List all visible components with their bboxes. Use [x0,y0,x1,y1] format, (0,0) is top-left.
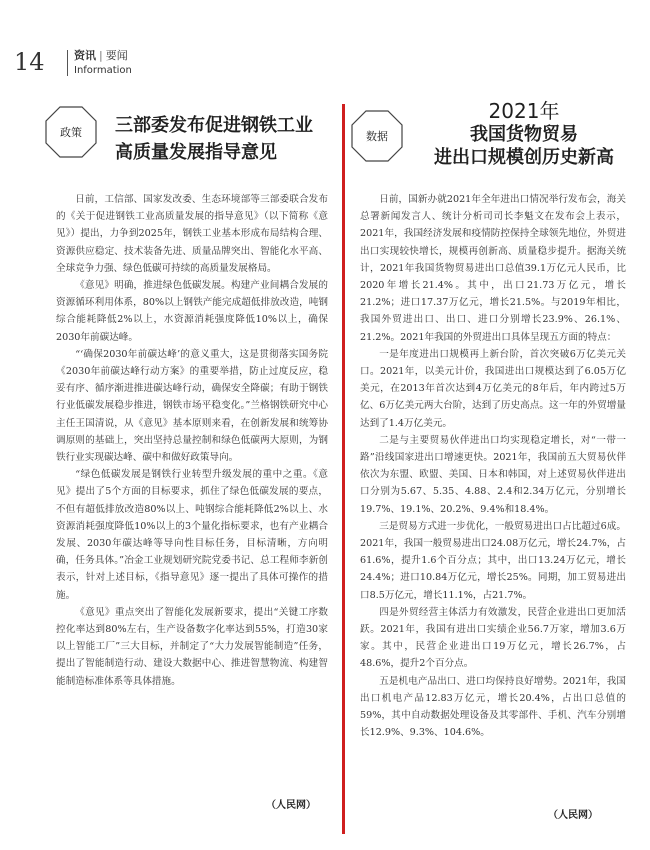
right-title-line-3: 进出口规模创历史新高 [434,147,614,168]
data-badge-label: 数据 [366,130,388,143]
header-divider [67,50,68,76]
column-divider [342,104,345,834]
left-title-line-2: 高质量发展指导意见 [115,142,277,163]
right-article-body [360,191,626,742]
paragraph: 二是与主要贸易伙伴进出口均实现稳定增长，对“一带一路”沿线国家进出口增速更快。2021年，我国前五大贸易伙伴依次为东盟、欧盟、美国、日本和韩国，对上述贸易伙伴进出口分别为5.67、5.35、4.88、2.4和2.34万亿元，分别增长19.7%、19.1%、20.2%、9.4%和18.4%。 [360,434,626,515]
paragraph: “绿色低碳发展是钢铁行业转型升级发展的重中之重。《意见》提出了5个方面的目标要求，抓住了绿色低碳发展的要点，不但有超低排放改造80%以上、吨钢综合能耗降低2%以上、水资源消耗强度降低10%以上的3个量化指标要求，也有产业耦合发展、2030年碳达峰等导向性目标任务，目标清晰，方向明确，任务具体。”冶金工业规划研究院党委书记、总工程师李新创表示，针对上述目标，《指导意见》逐一提出了具体可操作的措施。 [56,469,328,601]
right-title-line-2: 我国货物贸易 [470,124,578,145]
policy-badge [44,105,98,159]
category-label: 资讯 [74,49,96,62]
paragraph: 《意见》明确，推进绿色低碳发展。构建产业间耦合发展的资源循环利用体系，80%以上钢铁产能完成超低排放改造，吨钢综合能耗降低2%以上，水资源消耗强度降低10%以上，确保2030年前碳达峰。 [56,280,328,343]
category-label-en: Information [74,65,132,76]
category-separator: | [99,49,103,62]
paragraph: 日前，国新办就2021年全年进出口情况举行发布会，海关总署新闻发言人、统计分析司司长李魁文在发布会上表示，2021年，我国经济发展和疫情防控保持全球领先地位，外贸进出口实现较快增长，规模再创新高、质量稳步提升。据海关统计，2021年我国货物贸易进出口总值39.1万亿元人民币，比2020年增长21.4%。其中，出口21.73万亿元，增长21.2%；进口17.37万亿元，增长21.5%。与2019年相比，我国外贸进出口、出口、进口分别增长23.9%、26.1%、21.2%。2021年我国的外贸进出口具体呈现五方面的特点： [360,194,626,343]
paragraph: “‘确保2030年前碳达峰’的意义重大，这是贯彻落实国务院《2030年前碳达峰行动方案》的重要举措，防止过度反应，稳妥有序、循序渐进推进碳达峰行动，确保安全降碳；有助于钢铁行业低碳发展稳步推进，钢铁市场平稳变化。”兰格钢铁研究中心主任王国清说，从《意见》基本原则来看，在创新发展和统筹协调原则的基础上，突出坚持总量控制和绿色低碳两大原则，为钢铁行业实现碳达峰、碳中和做好政策导向。 [56,348,328,464]
page-number: 14 [14,48,45,76]
right-article-source: （人民网） [548,810,598,821]
left-article-source: （人民网） [266,800,316,811]
left-title-line-1: 三部委发布促进钢铁工业 [115,115,313,136]
paragraph: 一是年度进出口规模再上新台阶，首次突破6万亿美元关口。2021年，以美元计价，我国进出口规模达到了6.05万亿美元，在2013年首次达到4万亿美元的8年后，年内跨过5万亿、6万亿美元两大台阶，达到了历史高点。这一年的外贸增量达到了1.4万亿美元。 [360,348,626,429]
left-article-title [115,112,340,166]
right-article-title [408,100,640,169]
data-badge [350,109,404,163]
paragraph: 日前，工信部、国家发改委、生态环境部等三部委联合发布的《关于促进钢铁工业高质量发展的指导意见》（以下简称《意见》）提出，力争到2025年，钢铁工业基本形成布局结构合理、资源供应稳定、技术装备先进、质量品牌突出、智能化水平高、全球竞争力强、绿色低碳可持续的高质量发展格局。 [56,194,328,274]
subcategory-label: 要闻 [105,49,128,62]
policy-badge-label: 政策 [60,126,82,139]
section-label [74,50,128,62]
paragraph: 《意见》重点突出了智能化发展新要求，提出“关键工序数控化率达到80%左右，生产设备数字化率达到55%，打造30家以上智能工厂”三大目标，并制定了“大力发展智能制造”任务，提出了智能制造行动、建设大数据中心、推进智慧物流、构建智能制造标准体系等具体措施。 [56,606,328,687]
paragraph: 五是机电产品出口、进口均保持良好增势。2021年，我国出口机电产品12.83万亿元，增长20.4%，占出口总值的59%，其中自动数据处理设备及其零部件、手机、汽车分别增长12.9%、9.3%、104.6%。 [360,675,626,739]
left-article-body [56,191,328,690]
right-title-line-1: 2021年 [488,99,560,123]
paragraph: 四是外贸经营主体活力有效激发，民营企业进出口更加活跃。2021年，我国有进出口实绩企业56.7万家，增加3.6万家。其中，民营企业进出口19万亿元，增长26.7%，占48.6%，提升2个百分点。 [360,606,626,670]
paragraph: 三是贸易方式进一步优化，一般贸易进出口占比超过6成。2021年，我国一般贸易进出口24.08万亿元，增长24.7%，占61.6%，提升1.6个百分点；其中，出口13.24万亿元，增长24.4%；进口10.84万亿元，增长25%。同期，加工贸易进出口8.5万亿元，增长11.1%，占21.7%。 [360,520,626,601]
